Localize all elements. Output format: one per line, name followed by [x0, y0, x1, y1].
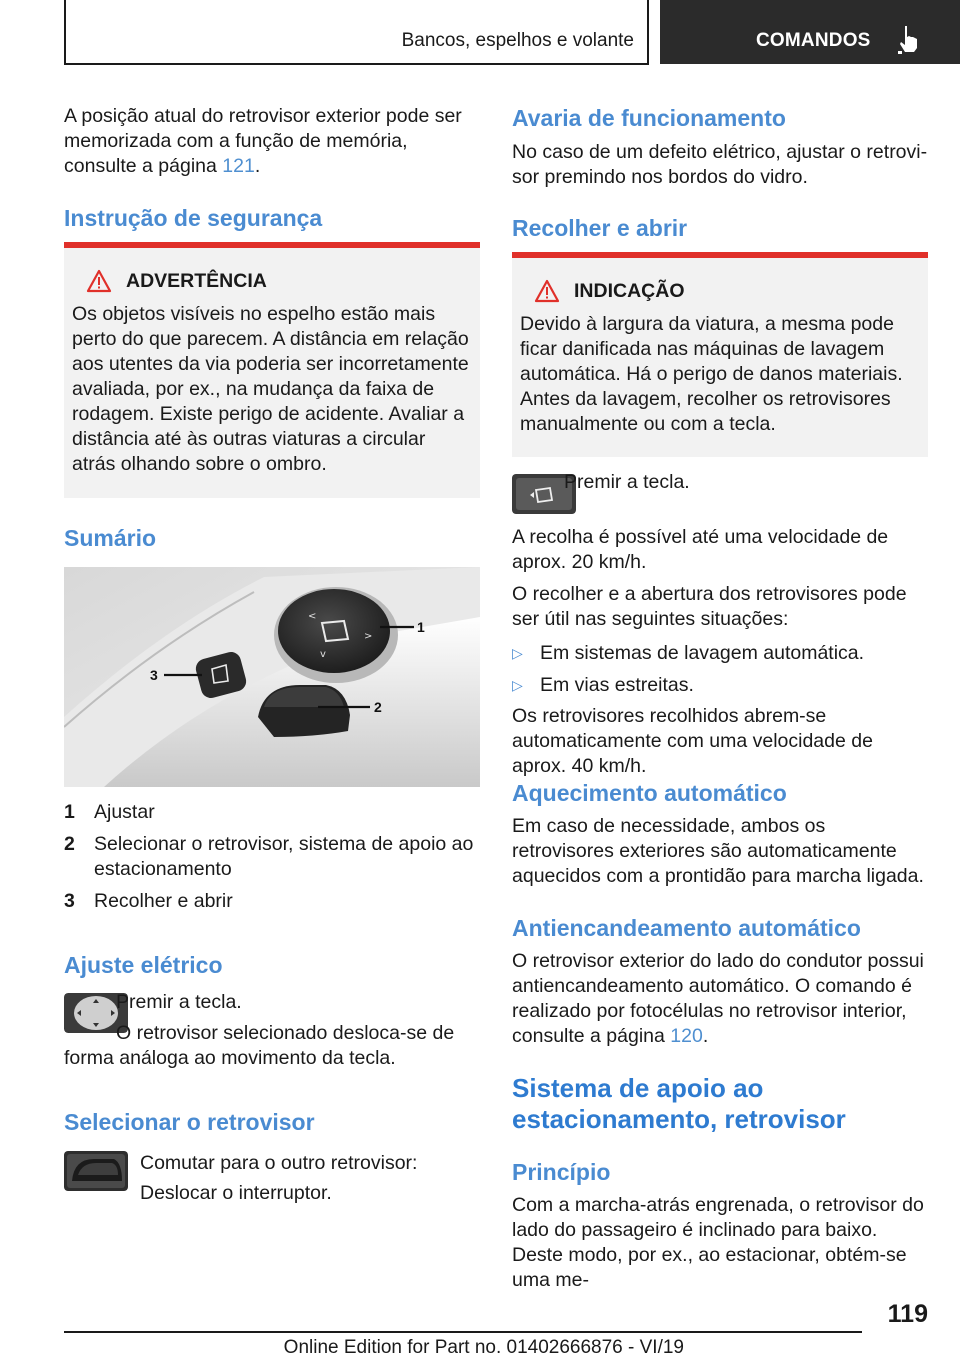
intro-paragraph: A posição atual do retrovisor exterior pode ser memorizada com a função de memória, consulte a página 121. — [64, 105, 462, 177]
parking-heading-line-2: estacionamento, retrovisor — [512, 1104, 846, 1134]
header-left-rule — [64, 0, 66, 64]
principle-heading: Princípio — [512, 1159, 611, 1185]
hand-pointer-icon — [896, 24, 922, 54]
situations-list — [512, 641, 928, 698]
safety-heading: Instrução de segurança — [64, 205, 323, 231]
callout-3: 3 — [150, 667, 158, 683]
electric-description: O retrovisor selecionado desloca-se de forma análoga ao movimento da tecla. — [64, 1022, 455, 1069]
header-section-title: Bancos, espelhos e volante — [401, 30, 634, 51]
svg-text:>: > — [364, 631, 373, 642]
electric-press-text: Premir a tecla. — [116, 991, 242, 1013]
warning-box — [64, 242, 480, 498]
legend-list — [64, 800, 480, 921]
antiglare-heading: Antiencandeamento automático — [512, 915, 861, 941]
mirror-controls-illustration — [64, 567, 480, 787]
malfunction-text: No caso de um defeito elétrico, ajustar o retrovisor premindo nos bordos do vidro. — [512, 141, 928, 188]
callout-2: 2 — [374, 699, 382, 715]
heating-text: Em caso de necessidade, ambos os retrovisores exteriores são automaticamente aquecidos com a prontidão para marcha ligada. — [512, 815, 924, 887]
legend-item: 1 Ajustar — [64, 801, 155, 823]
page-number: 119 — [887, 1300, 928, 1328]
bullet-triangle-icon: ▷ — [512, 677, 523, 693]
list-item: ▷ Em sistemas de lavagem automática. — [512, 642, 865, 664]
malfunction-heading: Avaria de funcionamento — [512, 105, 786, 131]
summary-heading: Sumário — [64, 525, 157, 551]
page-link-120[interactable]: 120 — [670, 1025, 703, 1047]
heating-heading: Aquecimento automático — [512, 780, 787, 806]
antiglare-text: O retrovisor exterior do lado do condutor possui antiencandeamento automático. O comando é realizado por fotocélulas no retrovisor interior, consulte a página 120. — [512, 950, 924, 1047]
edition-text: Online Edition for Part no. 01402666876 - VI/19 — [283, 1337, 684, 1358]
list-item: ▷ Em vias estreitas. — [512, 674, 694, 696]
bullet-triangle-icon: ▷ — [512, 645, 523, 661]
header-bottom-rule — [64, 63, 649, 65]
select-switch-text: Comutar para o outro retrovisor: — [140, 1152, 418, 1174]
page-link-121[interactable]: 121 — [222, 155, 255, 177]
warning-text: Os objetos visíveis no espelho estão mais perto do que parecem. A distância em relação aos utentes da via poderia ser incorretamente avaliada, por ex., na mudança da faixa de rodagem. Existe perigo de acidente. Avaliar a distância até às outras viaturas a circular atrás olhando sobre o ombro. — [72, 303, 469, 475]
header-tab-label: COMANDOS — [756, 30, 871, 51]
header-divider — [647, 0, 649, 64]
select-move-text: Deslocar o interruptor. — [140, 1182, 332, 1204]
fold-speed-text: A recolha é possível até uma velocidade de aprox. 20 km/h. — [512, 526, 889, 573]
notice-label: INDICAÇÃO — [574, 279, 685, 302]
warning-triangle-icon — [534, 279, 560, 303]
fold-heading: Recolher e abrir — [512, 215, 688, 241]
notice-text: Devido à largura da viatura, a mesma pode ficar danificada nas máquinas de lavagem automática. Há o perigo de danos materiais. Antes da lavagem, recolher os retrovisores manualmente ou com a tecla. — [520, 313, 903, 435]
warning-triangle-icon — [86, 269, 112, 293]
callout-1: 1 — [417, 619, 425, 635]
header-tab — [660, 0, 960, 64]
notice-box — [512, 252, 928, 457]
electric-heading: Ajuste elétrico — [64, 952, 223, 978]
fold-situations-text: O recolher e a abertura dos retrovisores pode ser útil nas seguintes situações: — [512, 583, 907, 630]
svg-text:<: < — [308, 611, 317, 622]
parking-heading-line-1: Sistema de apoio ao — [512, 1073, 764, 1103]
legend-item: 3 Recolher e abrir — [64, 890, 233, 912]
warning-label: ADVERTÊNCIA — [126, 269, 267, 292]
unfold-speed-text: Os retrovisores recolhidos abrem-se automaticamente com uma velocidade de aprox. 40 km/h. — [512, 705, 873, 777]
svg-text:v: v — [320, 649, 326, 660]
select-heading: Selecionar o retrovisor — [64, 1109, 315, 1135]
principle-text: Com a marcha-atrás engrenada, o retrovisor do lado do passageiro é inclinado para baixo. Deste modo, por ex., ao estacionar, obtém-se uma me- — [512, 1194, 924, 1291]
footer-rule — [64, 1331, 862, 1333]
fold-press-text: Premir a tecla. — [564, 471, 690, 493]
legend-item: 2 Selecionar o retrovisor, sistema de apoio ao estacionamento — [64, 833, 474, 880]
mirror-switch-icon — [64, 1151, 128, 1191]
